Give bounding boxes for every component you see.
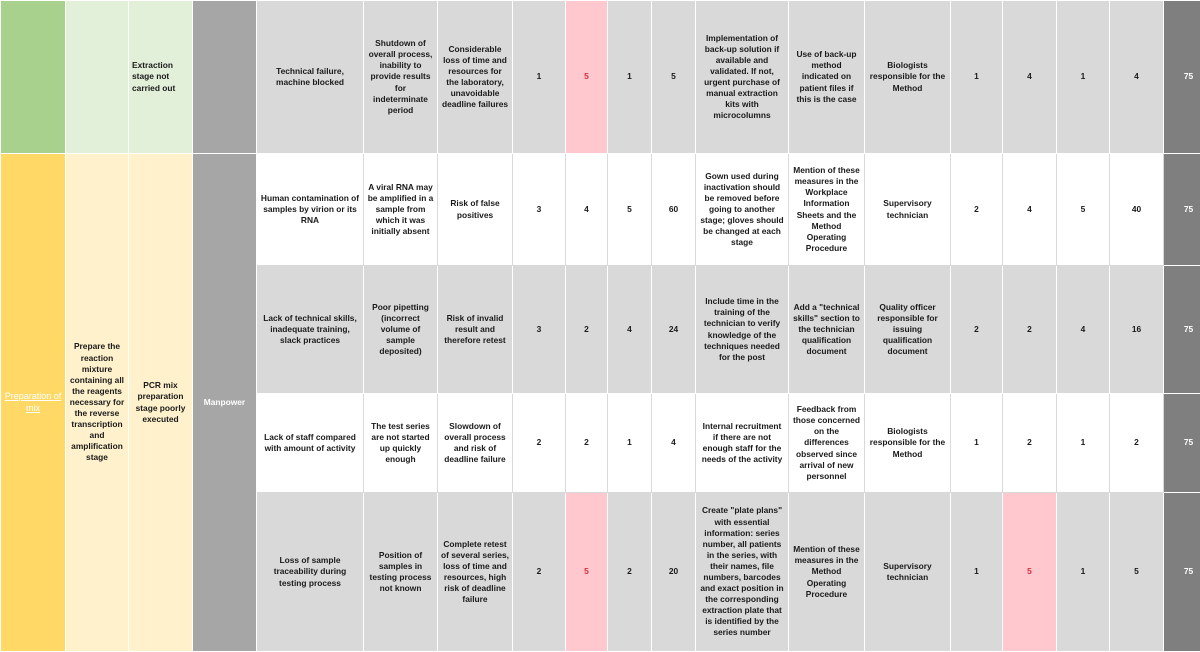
- detection2-cell: 1: [1057, 1, 1110, 154]
- occurrence-cell: 5: [566, 1, 608, 154]
- cause-cell: Lack of technical skills, inadequate training, slack practices: [257, 266, 364, 394]
- action-cell: Create "plate plans" with essential information: series number, all patients in the series, with their names, file numbers, barcodes and exact position in the corresponding extraction plate that is identified by the series number: [696, 493, 789, 652]
- description-cell: Prepare the reaction mixture containing all the reagents necessary for the reverse transcription and amplification stage: [66, 154, 129, 652]
- verification-cell: Feedback from those concerned on the differences observed since arrival of new personnel: [789, 394, 865, 493]
- criticality2-cell: 2: [1110, 394, 1164, 493]
- cause-cell: Loss of sample traceability during testing process: [257, 493, 364, 652]
- table-row: [1, 154, 1200, 266]
- responsible-cell: Supervisory technician: [865, 154, 951, 266]
- consequence-cell: Risk of invalid result and therefore retest: [438, 266, 513, 394]
- effect-cell: The test series are not started up quickly enough: [364, 394, 438, 493]
- failure-mode-cell: Extraction stage not carried out: [129, 1, 193, 154]
- gravity-cell: 2: [513, 394, 566, 493]
- criticality2-cell: 40: [1110, 154, 1164, 266]
- verification-cell: Add a "technical skills" section to the technician qualification document: [789, 266, 865, 394]
- gravity-cell: 3: [513, 154, 566, 266]
- verification-cell: Mention of these measures in the Workplace Information Sheets and the Method Operating Procedure: [789, 154, 865, 266]
- occurrence2-cell: 2: [1003, 266, 1057, 394]
- description-cell: [66, 1, 129, 154]
- cause-cell: Human contamination of samples by virion or its RNA: [257, 154, 364, 266]
- responsible-cell: Quality officer responsible for issuing qualification document: [865, 266, 951, 394]
- occurrence-cell: 4: [566, 154, 608, 266]
- detection-cell: 5: [608, 154, 652, 266]
- gravity2-cell: 2: [951, 266, 1003, 394]
- occurrence2-cell: 4: [1003, 1, 1057, 154]
- occurrence-cell: 2: [566, 266, 608, 394]
- criticality2-cell: 16: [1110, 266, 1164, 394]
- last-value-cell: 75: [1164, 266, 1200, 394]
- gravity-cell: 2: [513, 493, 566, 652]
- process-cell: [1, 1, 66, 154]
- gravity2-cell: 1: [951, 394, 1003, 493]
- responsible-cell: Biologists responsible for the Method: [865, 394, 951, 493]
- detection-cell: 1: [608, 1, 652, 154]
- gravity-cell: 3: [513, 266, 566, 394]
- detection2-cell: 1: [1057, 493, 1110, 652]
- action-cell: Gown used during inactivation should be removed before going to another stage; gloves should be changed at each stage: [696, 154, 789, 266]
- occurrence2-cell: 4: [1003, 154, 1057, 266]
- category-cell: Manpower: [193, 154, 257, 652]
- responsible-cell: Supervisory technician: [865, 493, 951, 652]
- occurrence-cell: 5: [566, 493, 608, 652]
- action-cell: Internal recruitment if there are not enough staff for the needs of the activity: [696, 394, 789, 493]
- last-value-cell: 75: [1164, 493, 1200, 652]
- criticality-cell: 20: [652, 493, 696, 652]
- criticality-cell: 4: [652, 394, 696, 493]
- detection2-cell: 5: [1057, 154, 1110, 266]
- action-cell: Implementation of back-up solution if available and validated. If not, urgent purchase of manual extraction kits with microcolumns: [696, 1, 789, 154]
- process-cell[interactable]: [1, 154, 66, 652]
- process-link[interactable]: Preparation of mix: [5, 391, 62, 413]
- consequence-cell: Complete retest of several series, loss of time and resources, high risk of deadline failure: [438, 493, 513, 652]
- gravity2-cell: 1: [951, 493, 1003, 652]
- last-value-cell: 75: [1164, 1, 1200, 154]
- criticality-cell: 60: [652, 154, 696, 266]
- verification-cell: Mention of these measures in the Method Operating Procedure: [789, 493, 865, 652]
- occurrence2-cell: 5: [1003, 493, 1057, 652]
- effect-cell: Position of samples in testing process not known: [364, 493, 438, 652]
- failure-mode-cell: PCR mix preparation stage poorly executed: [129, 154, 193, 652]
- detection-cell: 1: [608, 394, 652, 493]
- cause-cell: Lack of staff compared with amount of activity: [257, 394, 364, 493]
- occurrence2-cell: 2: [1003, 394, 1057, 493]
- last-value-cell: 75: [1164, 154, 1200, 266]
- responsible-cell: Biologists responsible for the Method: [865, 1, 951, 154]
- consequence-cell: Considerable loss of time and resources for the laboratory, unavoidable deadline failures: [438, 1, 513, 154]
- criticality2-cell: 4: [1110, 1, 1164, 154]
- action-cell: Include time in the training of the technician to verify knowledge of the techniques needed for the post: [696, 266, 789, 394]
- detection-cell: 2: [608, 493, 652, 652]
- effect-cell: Poor pipetting (incorrect volume of sample deposited): [364, 266, 438, 394]
- effect-cell: A viral RNA may be amplified in a sample from which it was initially absent: [364, 154, 438, 266]
- gravity-cell: 1: [513, 1, 566, 154]
- criticality-cell: 24: [652, 266, 696, 394]
- occurrence-cell: 2: [566, 394, 608, 493]
- criticality2-cell: 5: [1110, 493, 1164, 652]
- detection2-cell: 4: [1057, 266, 1110, 394]
- criticality-cell: 5: [652, 1, 696, 154]
- table-row: [1, 1, 1200, 154]
- cause-cell: Technical failure, machine blocked: [257, 1, 364, 154]
- consequence-cell: Slowdown of overall process and risk of deadline failure: [438, 394, 513, 493]
- last-value-cell: 75: [1164, 394, 1200, 493]
- verification-cell: Use of back-up method indicated on patient files if this is the case: [789, 1, 865, 154]
- detection2-cell: 1: [1057, 394, 1110, 493]
- gravity2-cell: 1: [951, 1, 1003, 154]
- gravity2-cell: 2: [951, 154, 1003, 266]
- consequence-cell: Risk of false positives: [438, 154, 513, 266]
- effect-cell: Shutdown of overall process, inability to provide results for indeterminate period: [364, 1, 438, 154]
- category-cell: [193, 1, 257, 154]
- detection-cell: 4: [608, 266, 652, 394]
